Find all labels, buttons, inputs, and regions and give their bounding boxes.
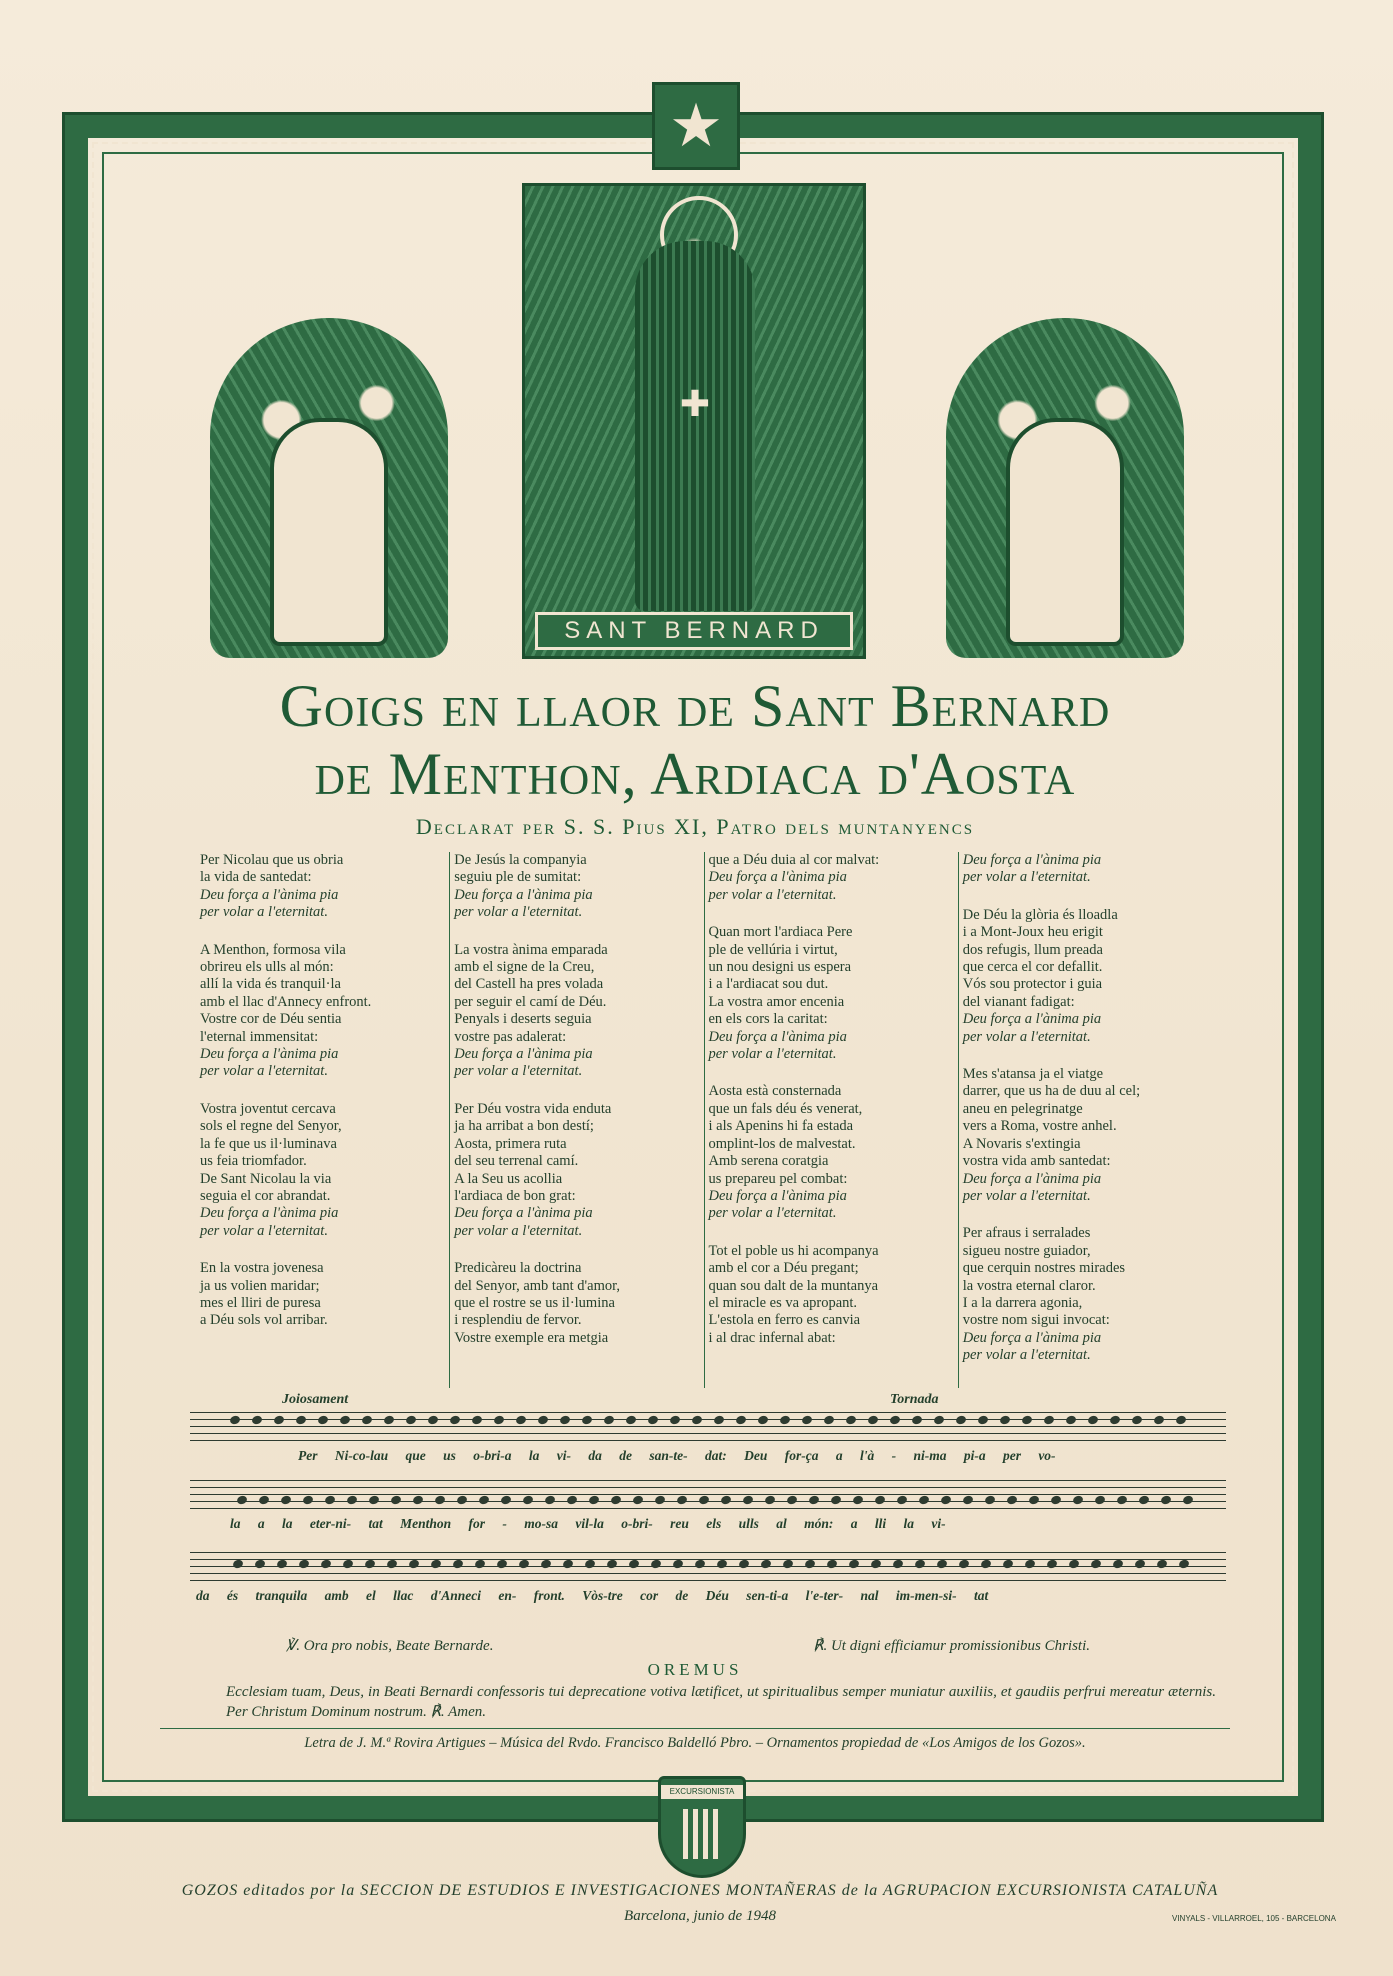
music-note bbox=[823, 1415, 835, 1426]
stanza bbox=[200, 1101, 443, 1240]
stanza bbox=[200, 942, 443, 1081]
verse-line: i a Mont-Joux heu erigit bbox=[962, 924, 1103, 941]
music-note bbox=[782, 1559, 794, 1570]
music-note bbox=[606, 1559, 618, 1570]
music-note bbox=[452, 1559, 464, 1570]
music-note bbox=[317, 1415, 329, 1426]
music-note bbox=[1021, 1415, 1033, 1426]
verse-line: darrer, que us ha de duu al cel; bbox=[962, 1083, 1141, 1100]
music-note bbox=[742, 1495, 754, 1506]
stanza bbox=[454, 1101, 697, 1240]
excursionist-shield-logo bbox=[658, 1776, 746, 1878]
cross-icon: ✚ bbox=[679, 384, 711, 424]
music-note bbox=[1043, 1415, 1055, 1426]
music-note bbox=[588, 1495, 600, 1506]
music-note bbox=[1090, 1559, 1102, 1570]
music-note bbox=[478, 1495, 490, 1506]
verse-line: Amb serena coratgia bbox=[708, 1153, 829, 1170]
refrain-line: per volar a l'eternitat. bbox=[708, 886, 837, 903]
music-note bbox=[694, 1559, 706, 1570]
music-note bbox=[1116, 1495, 1128, 1506]
music-note bbox=[584, 1559, 596, 1570]
verse-line: la vostra eternal claror. bbox=[962, 1277, 1096, 1294]
saint-figure bbox=[635, 241, 755, 611]
footer-publisher: GOZOS editados por la SECCION DE ESTUDIOS E INVESTIGACIONES MONTAÑERAS de la AGRUPACION EXCURSIONISTA CATALUÑA bbox=[181, 1882, 1219, 1899]
music-note bbox=[251, 1415, 263, 1426]
music-note bbox=[280, 1495, 292, 1506]
lyrics-line-1: Per Ni-co-lau que us o-bri-a la vi- da de san-te- dat: Deu for-ça a l'à - ni-ma pi-a per vo- bbox=[298, 1448, 1056, 1463]
verse-column bbox=[196, 852, 449, 1388]
refrain-line: Deu força a l'ànima pia bbox=[200, 886, 339, 903]
verse-line: aneu en pelegrinatge bbox=[962, 1100, 1083, 1117]
stanza bbox=[963, 907, 1206, 1046]
music-note bbox=[302, 1495, 314, 1506]
verse-line: l'ardiaca de bon grat: bbox=[454, 1187, 576, 1204]
music-note bbox=[676, 1495, 688, 1506]
music-note bbox=[383, 1415, 395, 1426]
shield-stripes bbox=[683, 1809, 723, 1859]
refrain-line: Deu força a l'ànima pia bbox=[962, 1329, 1102, 1346]
music-note bbox=[408, 1559, 420, 1570]
verse-line: Per Déu vostra vida enduta bbox=[454, 1100, 612, 1117]
music-note bbox=[1153, 1415, 1165, 1426]
verse-line: ja ha arribat a bon destí; bbox=[454, 1118, 594, 1135]
refrain-line: Deu força a l'ànima pia bbox=[454, 1046, 593, 1063]
music-note bbox=[295, 1415, 307, 1426]
stanza bbox=[454, 1260, 697, 1347]
refrain-line: per volar a l'eternitat. bbox=[962, 1028, 1091, 1045]
footer-date: Barcelona, junio de 1948 bbox=[624, 1908, 776, 1924]
music-note bbox=[496, 1559, 508, 1570]
verse-line: omplint-los de malvestat. bbox=[708, 1135, 856, 1152]
verse-line: a Déu sols vol arribar. bbox=[200, 1312, 328, 1329]
verse-line: del seu terrenal camí. bbox=[454, 1153, 579, 1170]
verse-line: Penyals i deserts seguia bbox=[454, 1011, 592, 1028]
music-note bbox=[628, 1559, 640, 1570]
music-note bbox=[603, 1415, 615, 1426]
refrain-line: per volar a l'eternitat. bbox=[708, 1046, 837, 1063]
stanza bbox=[709, 852, 952, 904]
refrain-line: per volar a l'eternitat. bbox=[454, 1222, 583, 1239]
music-note bbox=[1024, 1559, 1036, 1570]
woodcut-pilgrim-left bbox=[210, 318, 448, 658]
verse-column bbox=[704, 852, 958, 1388]
music-note bbox=[1175, 1415, 1187, 1426]
music-note bbox=[1002, 1559, 1014, 1570]
music-note bbox=[698, 1495, 710, 1506]
versicle-response bbox=[200, 1636, 1220, 1655]
music-note bbox=[779, 1415, 791, 1426]
stanza bbox=[709, 924, 952, 1063]
verse-line: Aosta està consternada bbox=[708, 1083, 842, 1100]
verse-line: vostra vida amb santedat: bbox=[962, 1153, 1111, 1170]
music-note bbox=[1160, 1495, 1172, 1506]
oremus-title: OREMUS bbox=[647, 1660, 743, 1679]
verse-line: Aosta, primera ruta bbox=[454, 1135, 567, 1152]
verse-line: A Novaris s'extingia bbox=[962, 1135, 1081, 1152]
verse-line: Predicàreu la doctrina bbox=[454, 1260, 582, 1277]
music-note bbox=[1028, 1495, 1040, 1506]
music-note bbox=[537, 1415, 549, 1426]
music-note bbox=[566, 1495, 578, 1506]
music-note bbox=[361, 1415, 373, 1426]
music-note bbox=[669, 1415, 681, 1426]
refrain-line: per volar a l'eternitat. bbox=[200, 1063, 328, 1080]
music-note bbox=[625, 1415, 637, 1426]
verse-line: I a la darrera agonia, bbox=[962, 1294, 1083, 1311]
verse-line: sigueu nostre guiador, bbox=[962, 1242, 1091, 1259]
verse-line: Quan mort l'ardiaca Pere bbox=[708, 924, 853, 941]
refrain-line: per volar a l'eternitat. bbox=[962, 869, 1091, 886]
music-note bbox=[1109, 1415, 1121, 1426]
stanza bbox=[200, 1260, 443, 1330]
verse-line: i als Apenins hi fa estada bbox=[708, 1118, 854, 1135]
verse-line: Per Nicolau que us obria bbox=[200, 852, 344, 868]
verse-line: La vostra amor encenia bbox=[708, 993, 845, 1010]
verse-line: La vostra ànima emparada bbox=[454, 941, 608, 958]
shield-label: EXCURSIONISTA bbox=[661, 1785, 743, 1799]
verse-line: en els cors la caritat: bbox=[708, 1011, 828, 1028]
verse-line: vostre nom sigui invocat: bbox=[962, 1312, 1110, 1329]
verse-line: vers a Roma, vostre anhel. bbox=[962, 1118, 1117, 1135]
verse-columns bbox=[196, 852, 1212, 1388]
music-note bbox=[801, 1415, 813, 1426]
refrain-line: per volar a l'eternitat. bbox=[962, 1347, 1091, 1364]
music-note bbox=[427, 1415, 439, 1426]
music-note bbox=[1112, 1559, 1124, 1570]
verse-line: que cerquin nostres mirades bbox=[962, 1260, 1126, 1277]
music-note bbox=[980, 1559, 992, 1570]
verse-column bbox=[449, 852, 703, 1388]
title-line-2: de Menthon, Ardiaca d'Aosta bbox=[314, 741, 1076, 807]
music-note bbox=[258, 1495, 270, 1506]
music-note bbox=[298, 1559, 310, 1570]
music-note bbox=[368, 1495, 380, 1506]
printer-mark: VINYALS - VILLARROEL, 105 - BARCELONA bbox=[1172, 1914, 1336, 1923]
verse-line: i al drac infernal abat: bbox=[708, 1329, 836, 1346]
stanza bbox=[709, 1243, 952, 1347]
verse-line: us prepareu pel combat: bbox=[708, 1170, 848, 1187]
tempo-marking: Joiosament bbox=[282, 1392, 349, 1407]
refrain-line: Deu força a l'ànima pia bbox=[708, 1187, 847, 1204]
verse-line: i resplendiu de fervor. bbox=[454, 1312, 582, 1329]
music-note bbox=[544, 1495, 556, 1506]
lyrics-line-3: da és tranquila amb el llac d'Anneci en- front. Vòs-tre cor de Déu sen-ti-a l'e-ter- nal im-men-si- tat bbox=[196, 1588, 989, 1603]
music-note bbox=[236, 1495, 248, 1506]
verse-line: seguiu ple de sumitat: bbox=[454, 869, 582, 886]
music-score bbox=[190, 1392, 1226, 1632]
music-note bbox=[757, 1415, 769, 1426]
verse-line: De Jesús la companyia bbox=[454, 852, 587, 868]
refrain-line: Deu força a l'ànima pia bbox=[962, 1170, 1102, 1187]
music-note bbox=[720, 1495, 732, 1506]
verse-line: del vianant fadigat: bbox=[962, 993, 1075, 1010]
music-note bbox=[867, 1415, 879, 1426]
lyrics-line-2: la a la eter-ni- tat Menthon for - mo-sa vil-la o-bri- reu els ulls al món: a lli la vi- bbox=[230, 1516, 946, 1531]
refrain-line: per volar a l'eternitat. bbox=[454, 904, 583, 921]
music-note bbox=[1087, 1415, 1099, 1426]
verse-line: De Sant Nicolau la via bbox=[200, 1170, 332, 1187]
music-note bbox=[672, 1559, 684, 1570]
verse-line: En la vostra jovenesa bbox=[200, 1260, 324, 1277]
music-note bbox=[273, 1415, 285, 1426]
music-note bbox=[518, 1559, 530, 1570]
music-note bbox=[892, 1559, 904, 1570]
music-note bbox=[449, 1415, 461, 1426]
music-note bbox=[562, 1559, 574, 1570]
music-note bbox=[320, 1559, 332, 1570]
verse-line: el miracle es va apropant. bbox=[708, 1294, 858, 1311]
verse-line: sols el regne del Senyor, bbox=[200, 1118, 342, 1135]
music-note bbox=[870, 1559, 882, 1570]
music-note bbox=[364, 1559, 376, 1570]
refrain-line: per volar a l'eternitat. bbox=[200, 904, 328, 921]
music-note bbox=[232, 1559, 244, 1570]
music-note bbox=[339, 1415, 351, 1426]
music-note bbox=[958, 1559, 970, 1570]
music-note bbox=[1134, 1559, 1146, 1570]
refrain-line: Deu força a l'ànima pia bbox=[962, 1011, 1102, 1028]
music-note bbox=[515, 1415, 527, 1426]
music-note bbox=[1006, 1495, 1018, 1506]
music-note bbox=[654, 1495, 666, 1506]
music-note bbox=[390, 1495, 402, 1506]
music-note bbox=[650, 1559, 662, 1570]
music-note bbox=[500, 1495, 512, 1506]
music-note bbox=[342, 1559, 354, 1570]
staff-2 bbox=[190, 1480, 1226, 1510]
refrain-line: per volar a l'eternitat. bbox=[200, 1222, 328, 1239]
music-note bbox=[955, 1415, 967, 1426]
music-note bbox=[434, 1495, 446, 1506]
verse-line: De Déu la glòria és lloadla bbox=[962, 906, 1118, 923]
versicle: ℣. Ora pro nobis, Beate Bernarde. bbox=[286, 1638, 494, 1654]
verse-line: ple de vellúria i virtut, bbox=[708, 941, 838, 958]
music-note bbox=[830, 1495, 842, 1506]
music-note bbox=[229, 1415, 241, 1426]
verse-line: Vós sou protector i guia bbox=[962, 976, 1103, 993]
stanza bbox=[200, 852, 443, 922]
verse-line: amb el cor a Déu pregant; bbox=[708, 1260, 859, 1277]
music-note bbox=[1182, 1495, 1194, 1506]
pilgrim-figure bbox=[1006, 418, 1124, 646]
music-note bbox=[735, 1415, 747, 1426]
music-note bbox=[738, 1559, 750, 1570]
verse-line: Tot el poble us hi acompanya bbox=[708, 1242, 879, 1259]
music-note bbox=[324, 1495, 336, 1506]
verse-line: que cerca el cor defallit. bbox=[962, 959, 1103, 976]
music-note bbox=[647, 1415, 659, 1426]
verse-line: obrireu els ulls al món: bbox=[200, 959, 334, 976]
refrain-line: Deu força a l'ànima pia bbox=[454, 1205, 593, 1222]
verse-line: amb el signe de la Creu, bbox=[454, 959, 595, 976]
verse-line: la vida de santedat: bbox=[200, 869, 312, 886]
verse-line: amb el llac d'Annecy enfront. bbox=[200, 993, 372, 1010]
music-note bbox=[1094, 1495, 1106, 1506]
music-note bbox=[889, 1415, 901, 1426]
music-note bbox=[804, 1559, 816, 1570]
verse-line: del Castell ha pres volada bbox=[454, 976, 604, 993]
refrain-line: per volar a l'eternitat. bbox=[962, 1187, 1091, 1204]
verse-line: dos refugis, llum preada bbox=[962, 941, 1103, 958]
stanza bbox=[963, 1225, 1206, 1364]
woodcut-saint-bernard bbox=[522, 183, 866, 659]
refrain-line: Deu força a l'ànima pia bbox=[200, 1205, 339, 1222]
music-note bbox=[848, 1559, 860, 1570]
music-note bbox=[610, 1495, 622, 1506]
staff-3 bbox=[190, 1552, 1226, 1582]
section-marking: Tornada bbox=[890, 1392, 939, 1407]
music-note bbox=[933, 1415, 945, 1426]
verse-line: mes el lliri de puresa bbox=[200, 1294, 321, 1311]
music-note bbox=[471, 1415, 483, 1426]
music-note bbox=[522, 1495, 534, 1506]
music-note bbox=[430, 1559, 442, 1570]
music-note bbox=[826, 1559, 838, 1570]
verse-line: us feia triomfador. bbox=[200, 1153, 307, 1170]
stanza bbox=[963, 852, 1206, 887]
verse-line: que un fals déu és venerat, bbox=[708, 1100, 863, 1117]
refrain-line: Deu força a l'ànima pia bbox=[454, 886, 593, 903]
music-note bbox=[632, 1495, 644, 1506]
music-note bbox=[1156, 1559, 1168, 1570]
music-note bbox=[412, 1495, 424, 1506]
refrain-line: Deu força a l'ànima pia bbox=[200, 1046, 339, 1063]
music-note bbox=[896, 1495, 908, 1506]
star-icon: ★ bbox=[652, 82, 740, 170]
verse-line: quan sou dalt de la muntanya bbox=[708, 1277, 879, 1294]
music-note bbox=[386, 1559, 398, 1570]
verse-line: Vostre exemple era metgia bbox=[454, 1329, 609, 1346]
music-note bbox=[1178, 1559, 1190, 1570]
subtitle: Declarat per S. S. Pius XI, Patro dels muntanyencs bbox=[415, 814, 975, 839]
verse-line: A Menthon, formosa vila bbox=[200, 941, 346, 958]
music-note bbox=[999, 1415, 1011, 1426]
music-note bbox=[808, 1495, 820, 1506]
verse-line: Per afraus i serralades bbox=[962, 1225, 1091, 1242]
verse-line: Vostra joventut cercava bbox=[200, 1100, 336, 1117]
stanza bbox=[963, 1066, 1206, 1205]
verse-line: allí la vida és tranquil·la bbox=[200, 976, 341, 993]
refrain-line: per volar a l'eternitat. bbox=[708, 1205, 837, 1222]
music-note bbox=[940, 1495, 952, 1506]
verse-line: Vostre cor de Déu sentia bbox=[200, 1011, 342, 1028]
music-note bbox=[559, 1415, 571, 1426]
music-note bbox=[1050, 1495, 1062, 1506]
verse-line: L'estola en ferro es canvia bbox=[708, 1312, 861, 1329]
music-note bbox=[760, 1559, 772, 1570]
music-note bbox=[977, 1415, 989, 1426]
music-note bbox=[540, 1559, 552, 1570]
refrain-line: Deu força a l'ànima pia bbox=[708, 1028, 847, 1045]
stanza bbox=[454, 942, 697, 1081]
music-note bbox=[852, 1495, 864, 1506]
refrain-line: Deu força a l'ànima pia bbox=[708, 869, 847, 886]
stanza bbox=[709, 1083, 952, 1222]
music-note bbox=[405, 1415, 417, 1426]
music-note bbox=[1138, 1495, 1150, 1506]
music-note bbox=[874, 1495, 886, 1506]
woodcut-pilgrim-right bbox=[946, 318, 1184, 658]
verse-line: ja us volien maridar; bbox=[200, 1277, 320, 1294]
oremus-text: Ecclesiam tuam, Deus, in Beati Bernardi confessoris tui deprecatione votiva lætificet, ut spiritualibus semper muniatur auxiliis, et gaudiis perfrui mereatur æternis. Per Christum Dominum nostrum. ℟. Amen. bbox=[226, 1684, 1216, 1720]
verse-line: que el rostre se us il·lumina bbox=[454, 1294, 615, 1311]
music-note bbox=[936, 1559, 948, 1570]
saint-name-plate: SANT BERNARD bbox=[535, 612, 853, 650]
verse-line: del Senyor, amb tant d'amor, bbox=[454, 1277, 620, 1294]
music-note bbox=[713, 1415, 725, 1426]
music-note bbox=[914, 1559, 926, 1570]
verse-line: vostre pas adalerat: bbox=[454, 1028, 567, 1045]
music-note bbox=[1046, 1559, 1058, 1570]
music-note bbox=[254, 1559, 266, 1570]
refrain-line: Deu força a l'ànima pia bbox=[962, 852, 1102, 868]
music-note bbox=[962, 1495, 974, 1506]
verse-line: l'eternal immensitat: bbox=[200, 1028, 319, 1045]
music-note bbox=[493, 1415, 505, 1426]
music-note bbox=[581, 1415, 593, 1426]
stanza bbox=[454, 852, 697, 922]
verse-line: per seguir el camí de Déu. bbox=[454, 993, 607, 1010]
music-note bbox=[911, 1415, 923, 1426]
title-line-1: Goigs en llaor de Sant Bernard bbox=[279, 673, 1111, 739]
music-note bbox=[786, 1495, 798, 1506]
music-note bbox=[276, 1559, 288, 1570]
verse-column bbox=[958, 852, 1212, 1388]
verse-line: Mes s'atansa ja el viatge bbox=[962, 1066, 1104, 1083]
music-note bbox=[1072, 1495, 1084, 1506]
music-note bbox=[984, 1495, 996, 1506]
pilgrim-figure bbox=[270, 418, 388, 646]
music-note bbox=[1068, 1559, 1080, 1570]
music-note bbox=[1065, 1415, 1077, 1426]
credits-line: Letra de J. M.ª Rovira Artigues – Música del Rvdo. Francisco Baldelló Pbro. – Ornamentos propiedad de «Los Amigos de los Gozos». bbox=[160, 1728, 1230, 1752]
music-note bbox=[456, 1495, 468, 1506]
music-note bbox=[716, 1559, 728, 1570]
refrain-line: per volar a l'eternitat. bbox=[454, 1063, 583, 1080]
verse-line: seguia el cor abrandat. bbox=[200, 1187, 331, 1204]
music-note bbox=[764, 1495, 776, 1506]
response: ℟. Ut digni efficiamur promissionibus Christi. bbox=[813, 1638, 1090, 1654]
verse-line: i a l'ardiacat sou dut. bbox=[708, 976, 829, 993]
verse-line: que a Déu duia al cor malvat: bbox=[708, 852, 880, 868]
staff-1 bbox=[190, 1412, 1226, 1442]
verse-line: A la Seu us acollia bbox=[454, 1170, 563, 1187]
music-note bbox=[845, 1415, 857, 1426]
music-note bbox=[691, 1415, 703, 1426]
music-note bbox=[918, 1495, 930, 1506]
verse-line: un nou designi us espera bbox=[708, 959, 852, 976]
music-note bbox=[346, 1495, 358, 1506]
music-note bbox=[1131, 1415, 1143, 1426]
verse-line: la fe que us il·luminava bbox=[200, 1135, 337, 1152]
music-note bbox=[474, 1559, 486, 1570]
